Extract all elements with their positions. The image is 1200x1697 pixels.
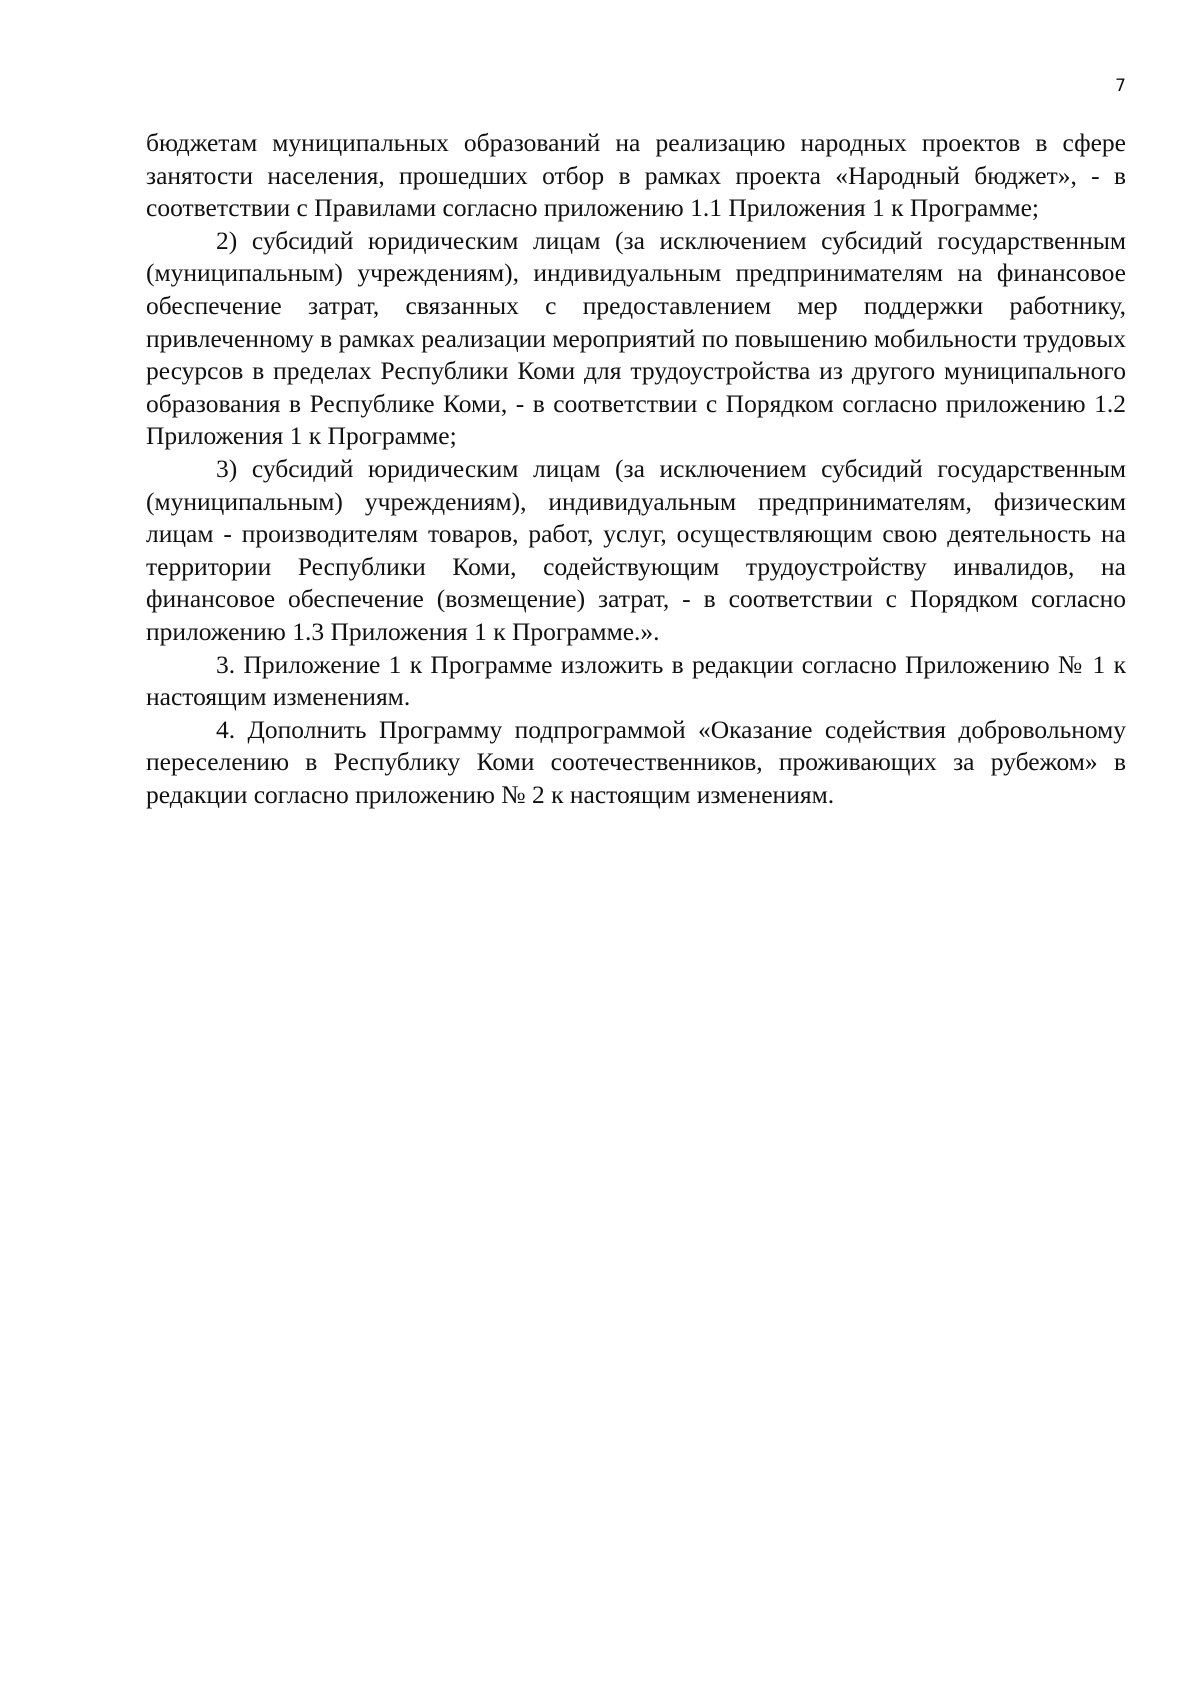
paragraph-point-4: 4. Дополнить Программу подпрограммой «Оказание содействия добровольному переселению в Республику Коми соотечественников, проживающих за рубежом» в редакции согласно приложению № 2 к настоящим изменениям.	[146, 714, 1126, 809]
paragraph-item-2: 2) субсидий юридическим лицам (за исключением субсидий государственным (муниципальным) учреждениям), индивидуальным предпринимателям на финансовое обеспечение затрат, связанных с предоставлением мер поддержки работнику, привлеченному в рамках реализации мероприятий по повышению мобильности трудовых ресурсов в пределах Республики Коми для трудоустройства из другого муниципального образования в Республике Коми, - в соответствии с Порядком согласно приложению 1.2 Приложения 1 к Программе;	[146, 225, 1126, 451]
page-number: 7	[1115, 76, 1126, 96]
paragraph-continuation: бюджетам муниципальных образований на реализацию народных проектов в сфере занятости населения, прошедших отбор в рамках проекта «Народный бюджет», - в соответствии с Правилами согласно приложению 1.1 Приложения 1 к Программе;	[146, 128, 1126, 223]
paragraph-item-3: 3) субсидий юридическим лицам (за исключением субсидий государственным (муниципальным) учреждениям), индивидуальным предпринимателям, физическим лицам - производителям товаров, работ, услуг, осуществляющим свою деятельность на территории Республики Коми, содействующим трудоустройству инвалидов, на финансовое обеспечение (возмещение) затрат, - в соответствии с Порядком согласно приложению 1.3 Приложения 1 к Программе.».	[146, 453, 1126, 646]
document-body	[146, 127, 1126, 811]
paragraph-point-3: 3. Приложение 1 к Программе изложить в редакции согласно Приложению № 1 к настоящим изменениям.	[146, 649, 1126, 712]
